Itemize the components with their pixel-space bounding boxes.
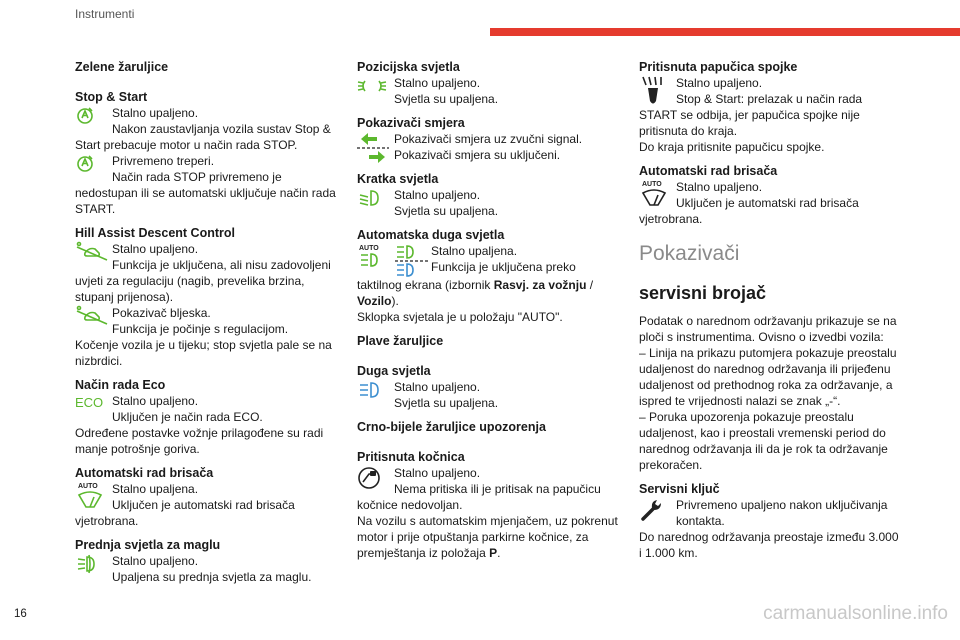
text-span: / xyxy=(586,278,594,292)
text-line: Stop & Start: prelazak u način rada xyxy=(676,92,863,106)
text-line: Stalno upaljeno. xyxy=(676,180,763,194)
column-3 xyxy=(639,59,907,561)
text-line xyxy=(357,545,625,561)
text-line: Stalno upaljeno. xyxy=(112,394,199,408)
text-line: Do kraja pritisnite papučicu spojke. xyxy=(639,140,825,154)
turn-signal-icon xyxy=(357,131,394,163)
text-line: Nakon zaustavljanja vozila sustav Stop & xyxy=(112,122,331,136)
text-line: Uključen je automatski rad brisača xyxy=(112,498,295,512)
text-line: START. xyxy=(75,202,116,216)
text-line: stupanj prijenosa). xyxy=(75,290,174,304)
column-2 xyxy=(357,59,625,561)
text-span: premještanja iz položaja xyxy=(357,546,490,560)
text-line: Funkcija je počinje s regulacijom. xyxy=(112,322,289,336)
text-line: Privremeno upaljeno nakon uključivanja xyxy=(676,498,888,512)
brake-title: Pritisnuta kočnica xyxy=(357,450,465,464)
auto-high-desc xyxy=(357,243,625,277)
high-beam-title: Duga svjetla xyxy=(357,364,431,378)
text-line: Sklopka svjetala je u položaju "AUTO". xyxy=(357,310,563,324)
text-line: Uključen je način rada ECO. xyxy=(112,410,263,424)
text-line: Funkcija je uključena, ali nisu zadovoljeni xyxy=(112,258,331,272)
fog-title: Prednja svjetla za maglu xyxy=(75,538,221,552)
eco-icon xyxy=(75,393,112,425)
text-line: prekoračen. xyxy=(639,458,703,472)
hill-assist-steady xyxy=(75,241,343,273)
hill-assist-title: Hill Assist Descent Control xyxy=(75,226,235,240)
gear-position: P xyxy=(489,546,498,560)
hill-descent-icon xyxy=(75,241,112,273)
service-counter-heading: servisni brojač xyxy=(639,283,767,303)
stop-start-icon xyxy=(75,105,112,137)
text-line: kontakta. xyxy=(676,514,725,528)
indicators-heading: Pokazivači xyxy=(639,242,740,265)
clutch-title: Pritisnuta papučica spojke xyxy=(639,60,798,74)
text-line: Podatak o narednom održavanju prikazuje se na xyxy=(639,314,897,328)
text-line: Stalno upaljeno. xyxy=(394,380,481,394)
clutch-pedal-icon xyxy=(639,75,676,107)
text-line: Pokazivači smjera su uključeni. xyxy=(394,148,561,162)
text-span: ). xyxy=(391,294,399,308)
section-blue-lamps: Plave žaruljice xyxy=(357,334,444,348)
position-steady xyxy=(357,75,625,107)
text-line: narednog održavanja ili da je rok ta održavanje xyxy=(639,442,888,456)
wiper-steady xyxy=(639,179,907,211)
hill-descent-icon xyxy=(75,305,112,337)
front-fog-icon xyxy=(75,553,112,585)
turn-title: Pokazivači smjera xyxy=(357,116,465,130)
text-line: Stalno upaljeno. xyxy=(394,466,481,480)
auto-wiper-icon xyxy=(639,179,676,211)
service-key-desc xyxy=(639,497,907,529)
turn-desc xyxy=(357,131,625,163)
watermark: carmanualsonline.info xyxy=(763,603,948,624)
text-line: Određene postavke vožnje prilagođene su radi xyxy=(75,426,324,440)
text-line: Način rada STOP privremeno je xyxy=(112,170,282,184)
text-line: Uključen je automatski rad brisača xyxy=(676,196,859,210)
stop-start-flashing xyxy=(75,153,343,185)
wrench-icon xyxy=(639,497,676,529)
text-line: Privremeno treperi. xyxy=(112,154,215,168)
text-line: i 1.000 km. xyxy=(639,546,698,560)
text-line: Funkcija je uključena preko xyxy=(431,260,576,274)
auto-label-text: AUTO xyxy=(78,483,98,490)
eco-title: Način rada Eco xyxy=(75,378,166,392)
text-line: Stalno upaljeno. xyxy=(112,106,199,120)
eco-steady xyxy=(75,393,343,425)
text-line: motor i prije otpuštanja parkirne kočnice, za xyxy=(357,530,589,544)
text-line: Pokazivač bljeska. xyxy=(112,306,211,320)
hill-assist-flashing xyxy=(75,305,343,337)
stop-start-steady xyxy=(75,105,343,137)
auto-high-title: Automatska duga svjetla xyxy=(357,228,505,242)
brake-steady xyxy=(357,465,625,497)
text-line: Kočenje vozila je u tijeku; stop svjetla pale se na xyxy=(75,338,332,352)
text-line: Stalno upaljeno. xyxy=(676,76,763,90)
section-bw-warnings: Crno-bijele žaruljice upozorenja xyxy=(357,420,546,434)
text-line: nizbrdici. xyxy=(75,354,123,368)
text-line: Stalno upaljeno. xyxy=(394,76,481,90)
brake-pedal-icon xyxy=(357,465,394,497)
position-title: Pozicijska svjetla xyxy=(357,60,460,74)
text-line xyxy=(357,277,625,293)
text-line: Pokazivači smjera uz zvučni signal. xyxy=(394,132,583,146)
auto-high-beam-icons xyxy=(357,243,431,277)
text-span: . xyxy=(497,546,501,560)
auto-label-text: AUTO xyxy=(359,245,379,252)
text-line: ploči s instrumentima. Ovisno o izvedbi vozila: xyxy=(639,330,884,344)
text-line: Stalno upaljena. xyxy=(431,244,518,258)
stop-start-icon xyxy=(75,153,112,185)
text-line: Stalno upaljeno. xyxy=(112,554,199,568)
clutch-steady xyxy=(639,75,907,107)
text-span: taktilnog ekrana (izbornik xyxy=(357,278,494,292)
text-line: Nema pritiska ili je pritisak na papučicu xyxy=(394,482,601,496)
text-line: Svjetla su upaljena. xyxy=(394,204,499,218)
page-number: 16 xyxy=(14,608,27,620)
text-line: – Poruka upozorenja pokazuje preostalu xyxy=(639,410,854,424)
text-line: Start prebacuje motor u način rada STOP. xyxy=(75,138,298,152)
wiper-title: Automatski rad brisača xyxy=(639,164,778,178)
wiper-title: Automatski rad brisača xyxy=(75,466,214,480)
wiper-steady xyxy=(75,481,343,513)
fog-steady xyxy=(75,553,343,585)
text-line: Na vozilu s automatskim mjenjačem, uz pokrenut xyxy=(357,514,618,528)
column-1 xyxy=(75,59,343,585)
text-line: vjetrobrana. xyxy=(75,514,139,528)
text-line: udaljenost, kao i preostali vremenski period do xyxy=(639,426,886,440)
service-paragraph xyxy=(639,313,907,473)
text-line: pritisnuta do kraja. xyxy=(639,124,738,138)
high-beam-steady xyxy=(357,379,625,411)
header-accent-bar xyxy=(490,28,960,36)
eco-icon-text: ECO xyxy=(75,395,104,410)
low-beam-steady xyxy=(357,187,625,219)
low-beam-icon xyxy=(357,187,394,219)
service-key-title: Servisni ključ xyxy=(639,482,720,496)
menu-name: Rasvj. za vožnju xyxy=(493,278,587,292)
text-line: Stalno upaljeno. xyxy=(394,188,481,202)
text-line: Upaljena su prednja svjetla za maglu. xyxy=(112,570,312,584)
running-header: Instrumenti xyxy=(75,7,135,21)
text-line: kočnice nedovoljan. xyxy=(357,498,463,512)
text-line: udaljenost od prethodnog roka za održavanje, a xyxy=(639,378,893,392)
text-line: udaljenost do narednog održavanja ili prijeđenu xyxy=(639,362,891,376)
stop-start-title: Stop & Start xyxy=(75,90,148,104)
section-green-lamps: Zelene žaruljice xyxy=(75,60,169,74)
text-line: Svjetla su upaljena. xyxy=(394,92,499,106)
menu-name: Vozilo xyxy=(357,294,392,308)
text-line: nedostupan ili se automatski uključuje način rada xyxy=(75,186,336,200)
text-line: – Linija na prikazu putomjera pokazuje preostalu xyxy=(639,346,897,360)
high-beam-icon xyxy=(357,379,394,411)
auto-wiper-icon xyxy=(75,481,112,513)
low-beam-title: Kratka svjetla xyxy=(357,172,439,186)
text-line: Stalno upaljena. xyxy=(112,482,199,496)
text-line: ispred te vrijednosti nalazi se znak „-“. xyxy=(639,394,841,408)
text-line xyxy=(357,293,625,309)
auto-label-text: AUTO xyxy=(642,181,662,188)
text-line: Stalno upaljeno. xyxy=(112,242,199,256)
text-line: Svjetla su upaljena. xyxy=(394,396,499,410)
text-line: START se odbija, jer papučica spojke nije xyxy=(639,108,860,122)
text-line: vjetrobrana. xyxy=(639,212,703,226)
text-line: Do narednog održavanja preostaje između 3.000 xyxy=(639,530,899,544)
text-line: uvjeti za regulaciju (nagib, prevelika brzina, xyxy=(75,274,305,288)
text-line: manje potrošnje goriva. xyxy=(75,442,200,456)
position-lamps-icon xyxy=(357,75,394,107)
